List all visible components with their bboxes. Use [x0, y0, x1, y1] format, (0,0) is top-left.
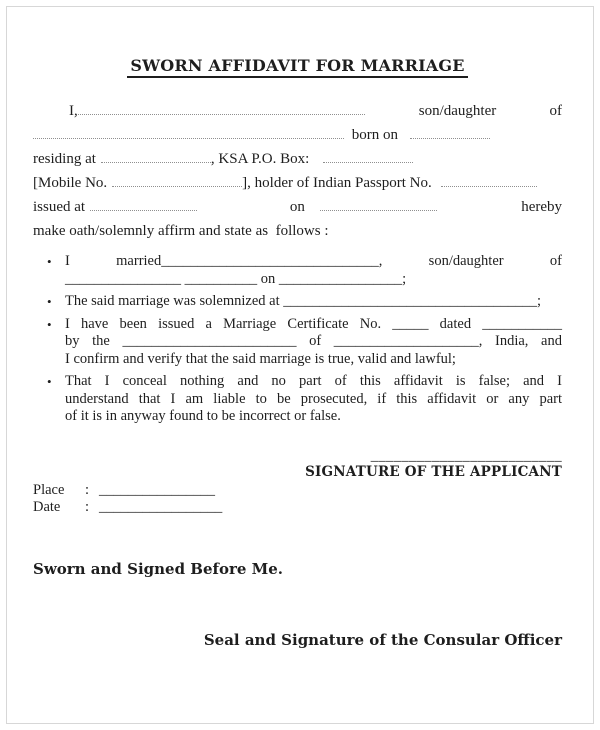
title-wrap — [33, 56, 562, 78]
bullet-text — [65, 316, 562, 369]
bullet-line: understand that I am liable to be prosecuted, if this affidavit or any part — [65, 390, 562, 407]
intro-text: issued at — [33, 199, 86, 215]
place-date-fields — [33, 482, 562, 516]
bullet-text — [65, 373, 562, 426]
intro-text: , KSA P.O. Box: — [210, 151, 310, 167]
intro-text: son/daughter — [418, 103, 497, 119]
seal-signature-text: Seal and Signature of the Consular Officer — [203, 630, 562, 649]
bullet-marker-icon: • — [47, 254, 52, 269]
bullet-marker-icon: • — [47, 294, 52, 309]
field-label: Place — [33, 481, 65, 498]
bullet-line: The said marriage was solemnized at ___________________________________; — [65, 293, 542, 309]
affidavit-title: SWORN AFFIDAVIT FOR MARRIAGE — [127, 56, 467, 78]
dotted-blank-leader — [441, 185, 537, 187]
bullet-text — [65, 293, 562, 311]
field-blank-line: ________________ — [99, 481, 215, 498]
intro-text: make oath/solemnly affirm and state as follows : — [33, 223, 329, 239]
intro-paragraph — [33, 103, 562, 247]
intro-line — [33, 175, 562, 199]
intro-text: of — [549, 103, 562, 119]
signature-block — [33, 447, 562, 481]
intro-line — [33, 127, 562, 151]
bullet-item — [33, 316, 562, 369]
sworn-before-me-text: Sworn and Signed Before Me. — [33, 559, 284, 578]
intro-line — [33, 151, 562, 175]
field-colon: : — [85, 481, 90, 498]
dotted-blank-leader — [112, 185, 242, 187]
dotted-blank-leader — [410, 137, 490, 139]
bullet-line: I confirm and verify that the said marriage is true, valid and lawful; — [65, 350, 456, 367]
intro-text: I, — [69, 103, 78, 119]
bullet-marker-icon: • — [47, 316, 52, 332]
intro-text: residing at — [33, 151, 96, 167]
intro-text: hereby — [521, 199, 562, 215]
field-colon: : — [85, 498, 90, 515]
bullet-item — [33, 293, 562, 311]
bullet-line: That I conceal nothing and no part of this affidavit is false; and I — [65, 373, 562, 389]
dotted-blank-leader — [101, 161, 211, 163]
bullet-line: of it is in anyway found to be incorrect or false. — [65, 408, 341, 424]
bullet-item — [33, 253, 562, 288]
field-row — [33, 499, 562, 516]
bullet-item — [33, 373, 562, 426]
intro-line — [33, 103, 562, 127]
dotted-blank-leader — [320, 209, 437, 211]
intro-line — [33, 199, 562, 223]
document-content — [33, 56, 562, 650]
dotted-blank-leader — [323, 161, 413, 163]
bullet-line: I married______________________________, son/daughter of — [65, 253, 562, 269]
signature-line: _________________________ — [370, 447, 562, 464]
intro-text: on — [289, 199, 305, 215]
dotted-blank-leader — [33, 137, 344, 139]
intro-text: [Mobile No. — [33, 175, 108, 191]
signature-caption: SIGNATURE OF THE APPLICANT — [305, 463, 562, 480]
intro-text: born on — [351, 127, 398, 143]
intro-text: ], holder of Indian Passport No. — [242, 175, 432, 191]
dotted-blank-leader — [78, 113, 366, 115]
bullet-line: by the ________________________ of ____________________, India, and — [65, 333, 562, 349]
field-blank-line: _________________ — [99, 498, 223, 515]
bullet-text — [65, 253, 562, 288]
field-label: Date — [33, 498, 61, 515]
field-row — [33, 482, 562, 499]
bullet-line: I have been issued a Marriage Certificate No. _____ dated ___________ — [65, 315, 562, 332]
intro-line — [33, 223, 562, 247]
bullet-list — [33, 253, 562, 426]
bullet-line: ________________ __________ on _________________; — [65, 270, 407, 287]
bullet-marker-icon: • — [47, 374, 52, 389]
dotted-blank-leader — [90, 209, 197, 211]
